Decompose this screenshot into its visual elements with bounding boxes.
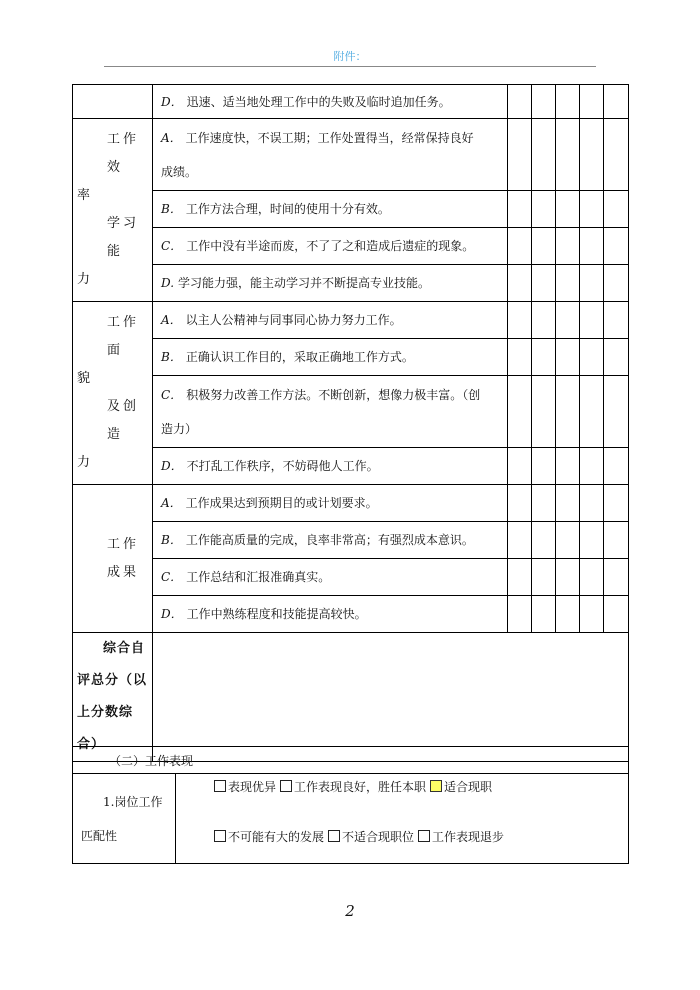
score-cell[interactable] — [604, 85, 629, 119]
score-cell[interactable] — [556, 265, 580, 302]
criterion-letter: A． — [161, 496, 182, 510]
criterion-cell — [153, 85, 508, 119]
criterion-letter: D. — [161, 276, 175, 290]
criterion-cell — [153, 376, 508, 448]
category-label-line: 工作 — [107, 536, 140, 552]
score-cell[interactable] — [508, 448, 532, 485]
criterion-letter: C． — [161, 570, 183, 584]
score-cell[interactable] — [556, 85, 580, 119]
score-cell[interactable] — [532, 376, 556, 448]
category-cell — [73, 485, 153, 633]
criterion-text: 工作总结和汇报准确真实。 — [186, 570, 331, 584]
score-cell[interactable] — [556, 339, 580, 376]
criterion-cell — [153, 228, 508, 265]
criterion-cell — [153, 265, 508, 302]
score-cell[interactable] — [556, 485, 580, 522]
criterion-cell — [153, 448, 508, 485]
score-cell[interactable] — [556, 376, 580, 448]
job-match-options — [176, 774, 629, 864]
summary-label — [73, 633, 153, 762]
score-cell[interactable] — [580, 522, 604, 559]
criterion-text: 积极努力改善工作方法。不断创新，想像力极丰富。（创 — [186, 387, 481, 402]
score-cell[interactable] — [556, 302, 580, 339]
evaluation-table — [72, 84, 629, 762]
score-cell[interactable] — [508, 376, 532, 448]
criterion-text: 以主人公精神与同事同心协力努力工作。 — [185, 313, 402, 327]
attachment-label: 附件： — [333, 50, 367, 63]
score-cell[interactable] — [508, 85, 532, 119]
criterion-row — [73, 119, 629, 191]
checkbox[interactable] — [430, 780, 442, 792]
score-cell[interactable] — [604, 559, 629, 596]
score-cell[interactable] — [532, 119, 556, 191]
category-cell-empty — [73, 85, 153, 119]
score-cell[interactable] — [508, 339, 532, 376]
category-cell — [73, 302, 153, 485]
category-label-line: 率 — [77, 188, 91, 203]
criterion-row — [73, 265, 629, 302]
score-cell[interactable] — [580, 448, 604, 485]
criterion-letter: A． — [161, 313, 182, 327]
checkbox[interactable] — [214, 780, 226, 792]
criterion-row — [73, 559, 629, 596]
score-cell[interactable] — [604, 339, 629, 376]
score-cell[interactable] — [532, 191, 556, 228]
score-cell[interactable] — [556, 191, 580, 228]
score-cell[interactable] — [604, 596, 629, 633]
criterion-text: 工作中熟练程度和技能提高较快。 — [186, 607, 367, 621]
checkbox[interactable] — [418, 830, 430, 842]
criterion-cell — [153, 485, 508, 522]
score-cell[interactable] — [580, 119, 604, 191]
score-cell[interactable] — [556, 228, 580, 265]
score-cell[interactable] — [508, 265, 532, 302]
job-match-label-line2: 匹配性 — [81, 828, 118, 843]
score-cell[interactable] — [508, 596, 532, 633]
criterion-row — [73, 485, 629, 522]
score-cell[interactable] — [604, 228, 629, 265]
score-cell[interactable] — [580, 596, 604, 633]
category-cell — [73, 119, 153, 302]
category-label-line: 力 — [77, 455, 91, 470]
score-cell[interactable] — [532, 559, 556, 596]
job-match-label-line1: 1.岗位工作 — [103, 794, 163, 809]
criterion-letter: D． — [161, 94, 183, 109]
score-cell[interactable] — [604, 448, 629, 485]
criterion-cell — [153, 596, 508, 633]
score-cell[interactable] — [532, 339, 556, 376]
score-cell[interactable] — [508, 191, 532, 228]
score-cell[interactable] — [604, 302, 629, 339]
score-cell[interactable] — [604, 485, 629, 522]
criterion-letter: B． — [161, 350, 182, 364]
checkbox[interactable] — [280, 780, 292, 792]
options-row-1 — [176, 777, 628, 797]
criterion-letter: B． — [161, 533, 182, 547]
score-cell[interactable] — [604, 376, 629, 448]
criterion-row — [73, 228, 629, 265]
checkbox-label: 工作表现良好，胜任本职 — [294, 779, 427, 794]
score-cell[interactable] — [580, 485, 604, 522]
criterion-letter: C． — [161, 387, 183, 402]
criterion-text: 工作中没有半途而废，不了了之和造成后遗症的现象。 — [186, 239, 475, 253]
criterion-row — [73, 448, 629, 485]
criterion-text: 迅速、适当地处理工作中的失败及临时追加任务。 — [186, 94, 451, 109]
score-cell[interactable] — [532, 448, 556, 485]
continued-criterion-row — [73, 85, 629, 119]
category-label-line: 貌 — [77, 371, 91, 386]
criterion-row — [73, 339, 629, 376]
summary-label-line: 评总分（以 — [77, 673, 148, 688]
checkbox-label: 适合现职 — [444, 779, 493, 794]
category-label-line: 力 — [77, 272, 91, 287]
score-cell[interactable] — [580, 559, 604, 596]
summary-row — [73, 633, 629, 762]
score-cell[interactable] — [604, 191, 629, 228]
criterion-cell — [153, 191, 508, 228]
section-title: （二）工作表现 — [73, 747, 629, 774]
summary-score-field[interactable] — [153, 633, 629, 762]
criterion-letter: D． — [161, 459, 183, 473]
criterion-cell — [153, 302, 508, 339]
checkbox-label: 工作表现退步 — [432, 829, 505, 844]
criterion-text: 不打乱工作秩序，不妨碍他人工作。 — [186, 459, 379, 473]
score-cell[interactable] — [604, 522, 629, 559]
score-cell[interactable] — [556, 596, 580, 633]
category-label-line: 工作效 — [107, 132, 140, 175]
criterion-text: 正确认识工作目的，采取正确地工作方式。 — [185, 350, 414, 364]
criterion-text: 工作速度快，不误工期；工作处置得当，经常保持良好 — [185, 130, 474, 145]
score-cell[interactable] — [508, 522, 532, 559]
score-cell[interactable] — [532, 596, 556, 633]
score-cell[interactable] — [580, 265, 604, 302]
score-cell[interactable] — [580, 339, 604, 376]
score-cell[interactable] — [580, 191, 604, 228]
score-cell[interactable] — [556, 448, 580, 485]
criterion-text: 工作成果达到预期目的或计划要求。 — [185, 496, 378, 510]
score-cell[interactable] — [508, 485, 532, 522]
criterion-row — [73, 522, 629, 559]
score-cell[interactable] — [508, 119, 532, 191]
category-label-line: 成果 — [107, 564, 140, 580]
checkbox-label: 不适合现职位 — [342, 829, 415, 844]
summary-label-line: 合） — [77, 737, 106, 752]
score-cell[interactable] — [532, 522, 556, 559]
criterion-letter: C． — [161, 239, 183, 253]
checkbox-label: 不可能有大的发展 — [228, 829, 325, 844]
criterion-cell — [153, 119, 508, 191]
criterion-row — [73, 596, 629, 633]
criterion-row — [73, 302, 629, 339]
score-cell[interactable] — [532, 228, 556, 265]
criterion-text-continued: 造力） — [161, 421, 198, 436]
category-label-line: 及创造 — [107, 399, 140, 442]
summary-label-line: 综合自 — [103, 641, 146, 656]
options-row-2 — [176, 827, 628, 847]
score-cell[interactable] — [556, 559, 580, 596]
checkbox[interactable] — [328, 830, 340, 842]
criterion-cell — [153, 339, 508, 376]
criterion-letter: A． — [161, 130, 182, 145]
criterion-letter: D． — [161, 607, 183, 621]
criterion-cell — [153, 522, 508, 559]
score-cell[interactable] — [532, 265, 556, 302]
category-label-line: 工作面 — [107, 315, 140, 358]
performance-table — [72, 746, 629, 864]
score-cell[interactable] — [580, 228, 604, 265]
score-cell[interactable] — [508, 302, 532, 339]
job-match-row — [73, 774, 629, 864]
criterion-letter: B． — [161, 202, 182, 216]
checkbox[interactable] — [214, 830, 226, 842]
score-cell[interactable] — [580, 376, 604, 448]
section-header-row — [73, 747, 629, 774]
score-cell[interactable] — [556, 119, 580, 191]
score-cell[interactable] — [532, 485, 556, 522]
summary-label-line: 上分数综 — [77, 705, 134, 720]
score-cell[interactable] — [532, 85, 556, 119]
job-match-label — [73, 774, 176, 864]
criterion-text: 工作能高质量的完成，良率非常高；有强烈成本意识。 — [185, 533, 474, 547]
criterion-row — [73, 376, 629, 448]
score-cell[interactable] — [604, 265, 629, 302]
score-cell[interactable] — [556, 522, 580, 559]
criterion-text: 学习能力强，能主动学习并不断提高专业技能。 — [178, 276, 431, 290]
score-cell[interactable] — [580, 85, 604, 119]
criterion-text-continued: 成绩。 — [161, 164, 198, 179]
page-number: 2 — [345, 902, 355, 920]
criterion-row — [73, 191, 629, 228]
score-cell[interactable] — [532, 302, 556, 339]
category-label-line: 学习能 — [107, 216, 140, 259]
criterion-cell — [153, 559, 508, 596]
criterion-text: 工作方法合理，时间的使用十分有效。 — [185, 202, 390, 216]
checkbox-label: 表现优异 — [228, 779, 277, 794]
score-cell[interactable] — [580, 302, 604, 339]
score-cell[interactable] — [508, 559, 532, 596]
score-cell[interactable] — [508, 228, 532, 265]
score-cell[interactable] — [604, 119, 629, 191]
header-rule — [104, 66, 596, 67]
